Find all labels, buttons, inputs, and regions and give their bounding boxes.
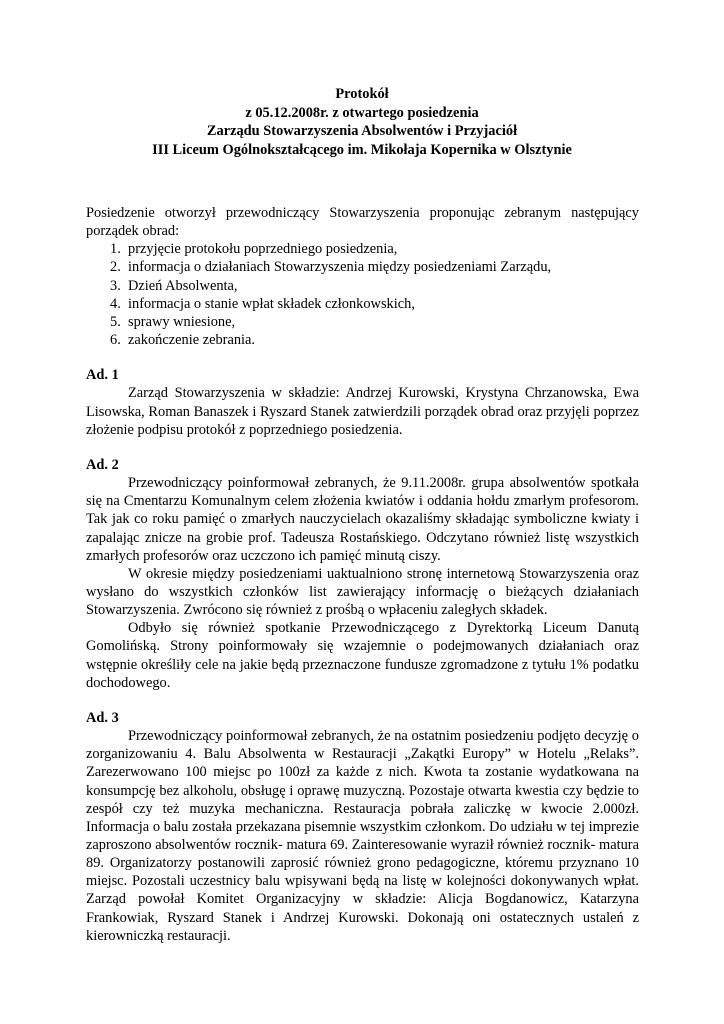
title-line-1: Protokół [335, 86, 389, 102]
agenda-item [86, 277, 639, 295]
title-line-2: z 05.12.2008r. z otwartego posiedzenia [245, 104, 479, 121]
section-heading-ad2: Ad. 2 [86, 456, 119, 473]
ad2-paragraph-1: Przewodniczący poinformował zebranych, że 9.11.2008r. grupa absolwentów spotkała się na Cmentarzu Komunalnym celem złożenia kwiatów i oddania hołdu zmarłym profesorom. Tak jak co roku pamięć o zmarłych nauczycielach okazaliśmy składając symboliczne kwiaty i zapalając znicze na grobie prof. Tadeusza Rostańskiego. Odczytano również listę wszystkich zmarłych profesorów oraz uczczono ich pamięć minutą ciszy. [86, 475, 639, 564]
agenda-item-number: 5. [110, 313, 121, 330]
ad2-paragraph-2: W okresie między posiedzeniami uaktualniono stronę internetową Stowarzyszenia oraz wysłano do wszystkich członków list zawierający informację o bieżących działaniach Stowarzyszenia. Zwrócono się również z prośbą o wpłaceniu zaległych składek. [86, 565, 639, 619]
intro-paragraph: Posiedzenie otworzył przewodniczący Stowarzyszenia proponując zebranym następujący porządek obrad: [86, 205, 639, 240]
section-heading-ad1: Ad. 1 [86, 367, 119, 384]
agenda-item-text: informacja o stanie wpłat składek członkowskich, [128, 295, 415, 312]
agenda-item-number: 2. [110, 259, 121, 276]
agenda-item-text: informacja o działaniach Stowarzyszenia między posiedzeniami Zarządu, [128, 259, 552, 276]
agenda-item [86, 313, 639, 331]
agenda-item-text: zakończenie zebrania. [128, 332, 256, 349]
section-heading-ad3: Ad. 3 [86, 709, 119, 726]
document-body [86, 204, 639, 945]
agenda-item [86, 331, 639, 349]
agenda-item-text: przyjęcie protokołu poprzedniego posiedzenia, [128, 241, 398, 258]
agenda-item-text: sprawy wniesione, [128, 313, 236, 330]
ad3-paragraph: Przewodniczący poinformował zebranych, że na ostatnim posiedzeniu podjęto decyzję o zorganizowaniu 4. Balu Absolwenta w Restauracji „Zakątki Europy” w Hotelu „Relaks”. Zarezerwowano 100 miejsc po 100zł za każde z nich. Kwota ta zostanie wydatkowana na konsumpcję bez alkoholu, obsługę i oprawę muzyczną. Pozostaje otwarta kwestia czy będzie to zespół czy też muzyka mechaniczna. Restauracja pobrała zaliczkę w kwocie 2.000zł. Informacja o balu została przekazana pisemnie wszystkim członkom. Do udziału w tej imprezie zaproszono absolwentów rocznik- matura 69. Zainteresowanie wyraził również rocznik- matura 89. Organizatorzy postanowili zaprosić również grono pedagogiczne, któremu przyznano 10 miejsc. Pozostali uczestnicy balu wpisywani będą na listę w kolejności dokonywanych wpłat. Zarząd powołał Komitet Organizacyjny w składzie: Alicja Bogdanowicz, Katarzyna Frankowiak, Ryszard Stanek i Andrzej Kurowski. Dokonają oni ostatecznych ustaleń z kierowniczką restauracji. [86, 728, 639, 944]
agenda-item-number: 1. [110, 241, 121, 258]
agenda-item-text: Dzień Absolwenta, [128, 277, 238, 294]
document-title [86, 85, 638, 160]
ad2-paragraph-3: Odbyło się również spotkanie Przewodniczącego z Dyrektorką Liceum Danutą Gomolińską. Strony poinformowały się wzajemnie o podejmowanych działaniach oraz wstępnie określiły cele na jakie będą przeznaczone fundusze zgromadzone z tytułu 1% podatku dochodowego. [86, 620, 639, 691]
agenda-list [86, 240, 639, 349]
agenda-item-number: 6. [110, 332, 121, 349]
agenda-item-number: 3. [110, 277, 121, 294]
ad1-paragraph: Zarząd Stowarzyszenia w składzie: Andrzej Kurowski, Krystyna Chrzanowska, Ewa Lisowska, Roman Banaszek i Ryszard Stanek zatwierdzili porządek obrad oraz przyjęli poprzez złożenie podpisu protokół z poprzedniego posiedzenia. [86, 385, 639, 438]
agenda-item [86, 240, 639, 258]
agenda-item [86, 295, 639, 313]
agenda-item-number: 4. [110, 295, 121, 312]
agenda-item [86, 258, 639, 276]
title-line-4: III Liceum Ogólnokształcącego im. Mikołaja Kopernika w Olsztynie [152, 142, 572, 159]
title-line-3: Zarządu Stowarzyszenia Absolwentów i Przyjaciół [206, 123, 518, 140]
